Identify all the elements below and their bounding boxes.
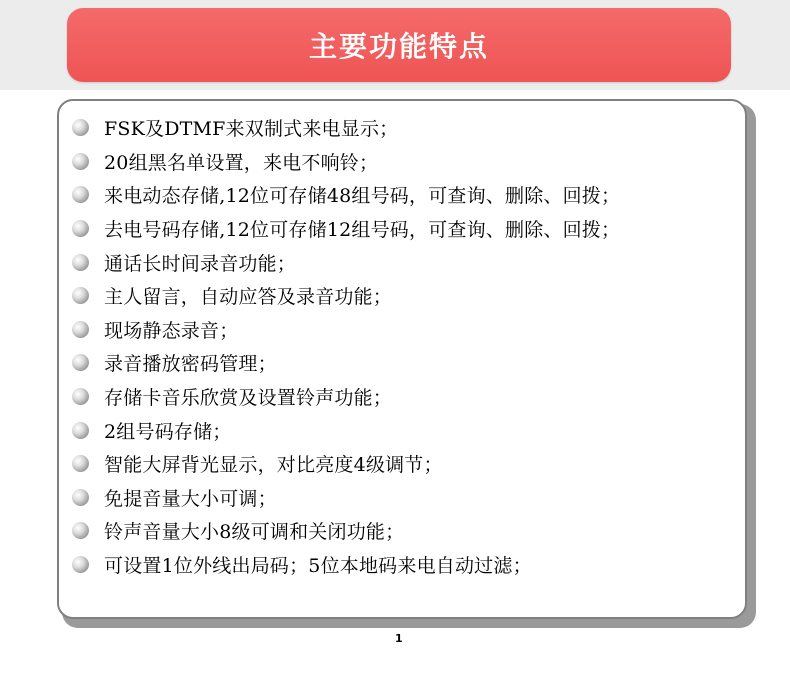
feature-list: [72, 111, 732, 581]
list-item: [72, 514, 732, 548]
feature-text: 2组号码存储；: [104, 420, 232, 443]
list-item: [72, 447, 732, 481]
list-item: [72, 313, 732, 347]
bullet-icon: [72, 321, 89, 338]
list-item: [72, 111, 732, 145]
feature-text: 录音播放密码管理；: [104, 353, 277, 376]
feature-text: 主人留言，自动应答及录音功能；: [104, 286, 393, 309]
list-item: [72, 481, 732, 515]
bullet-icon: [72, 455, 89, 472]
feature-text: 去电号码存储,12位可存储12组号码，可查询、删除、回拨；: [104, 219, 621, 242]
feature-text: 智能大屏背光显示，对比亮度4级调节；: [104, 454, 443, 477]
list-item: [72, 245, 732, 279]
feature-text: FSK及DTMF来双制式来电显示；: [104, 118, 399, 141]
list-item: [72, 178, 732, 212]
list-item: [72, 380, 732, 414]
list-item: [72, 279, 732, 313]
bullet-icon: [72, 388, 89, 405]
page-title: 主要功能特点: [308, 30, 489, 63]
bullet-icon: [72, 287, 89, 304]
list-item: [72, 413, 732, 447]
bullet-icon: [72, 186, 89, 203]
page-number: 1: [395, 632, 403, 645]
list-item: [72, 212, 732, 246]
bullet-icon: [72, 422, 89, 439]
feature-text: 来电动态存储,12位可存储48组号码，可查询、删除、回拨；: [104, 185, 621, 208]
title-banner: [67, 8, 731, 82]
feature-text: 存储卡音乐欣赏及设置铃声功能；: [104, 387, 393, 410]
list-item: [72, 145, 732, 179]
bullet-icon: [72, 220, 89, 237]
feature-text: 现场静态录音；: [104, 319, 239, 342]
bullet-icon: [72, 254, 89, 271]
bullet-icon: [72, 153, 89, 170]
bullet-icon: [72, 489, 89, 506]
feature-text: 可设置1位外线出局码；5位本地码来电自动过滤；: [104, 555, 532, 578]
feature-text: 免提音量大小可调；: [104, 487, 277, 510]
feature-text: 20组黑名单设置，来电不响铃；: [104, 151, 379, 174]
bullet-icon: [72, 354, 89, 371]
list-item: [72, 346, 732, 380]
feature-text: 铃声音量大小8级可调和关闭功能；: [104, 521, 405, 544]
list-item: [72, 548, 732, 582]
bullet-icon: [72, 119, 89, 136]
bullet-icon: [72, 522, 89, 539]
feature-text: 通话长时间录音功能；: [104, 252, 297, 275]
bullet-icon: [72, 556, 89, 573]
